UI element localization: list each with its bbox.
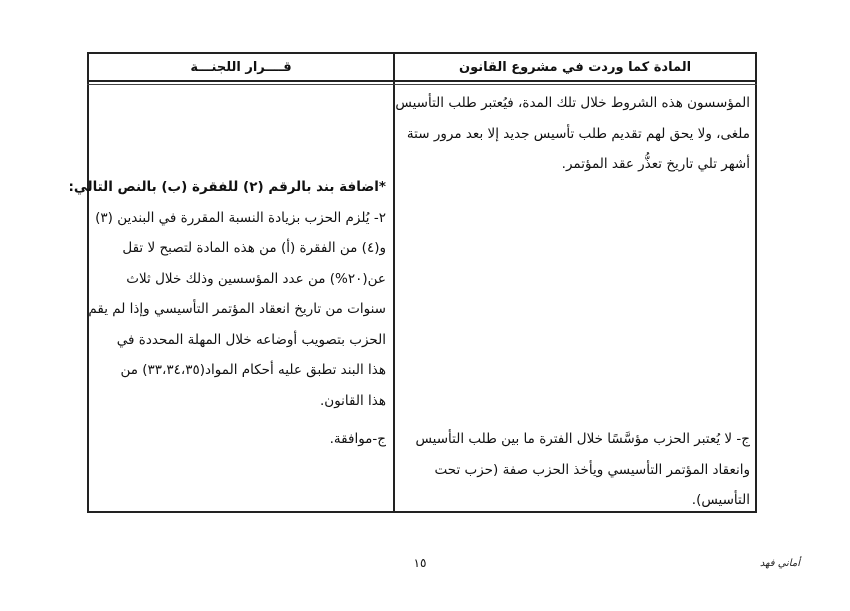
text-line: عن(٢٠%) من عدد المؤسسين وذلك خلال ثلاث [126, 270, 386, 287]
committee-approval [96, 424, 386, 455]
text-line: هذا القانون. [320, 392, 386, 409]
text-line: ٢- يُلزم الحزب بزيادة النسبة المقررة في البندين (٣) [95, 209, 386, 226]
text-line: سنوات من تاريخ انعقاد المؤتمر التأسيسي وإذا لم يقم [88, 301, 386, 317]
text-line: وانعقاد المؤتمر التأسيسي ويأخذ الحزب صفة (حزب تحت [434, 461, 750, 478]
signature: أماني فهد [759, 558, 800, 569]
committee-amendment [68, 172, 386, 416]
approval-text: ج-موافقة. [329, 431, 386, 447]
page-number: ١٥ [413, 556, 427, 570]
text-line: أشهر تلي تاريخ تعذُّر عقد المؤتمر. [561, 156, 750, 172]
text-line: التأسيس). [691, 492, 750, 508]
header-separator [87, 80, 757, 82]
column-divider [393, 52, 395, 513]
text-line: و(٤) من الفقرة (أ) من هذه المادة لتصبح لا تقل [122, 240, 386, 256]
text-line: هذا البند تطبق عليه أحكام المواد(٣٣،٣٤،٣٥) من [120, 362, 386, 378]
text-line: ج- لا يُعتبر الحزب مؤسَّسًا خلال الفترة ما بين طلب التأسيس [415, 431, 750, 447]
header-committee-decision: قــــرار اللجنـــة [190, 59, 292, 75]
text-line: المؤسسون هذه الشروط خلال تلك المدة، فيُعتبر طلب التأسيس [395, 95, 750, 111]
article-clause-c [400, 424, 750, 516]
text-line: ملغى، ولا يحق لهم تقديم طلب تأسيس جديد إلا بعد مرور ستة [406, 125, 750, 142]
header-law-article: المادة كما وردت في مشروع القانون [458, 59, 692, 75]
article-text-continued [395, 88, 750, 180]
text-line: الحزب بتصويب أوضاعه خلال المهلة المحددة في [116, 331, 386, 348]
header-separator-thin [87, 84, 757, 85]
amendment-heading: *اضافة بند بالرقم (٢) للفقرة (ب) بالنص التالي: [68, 179, 386, 195]
